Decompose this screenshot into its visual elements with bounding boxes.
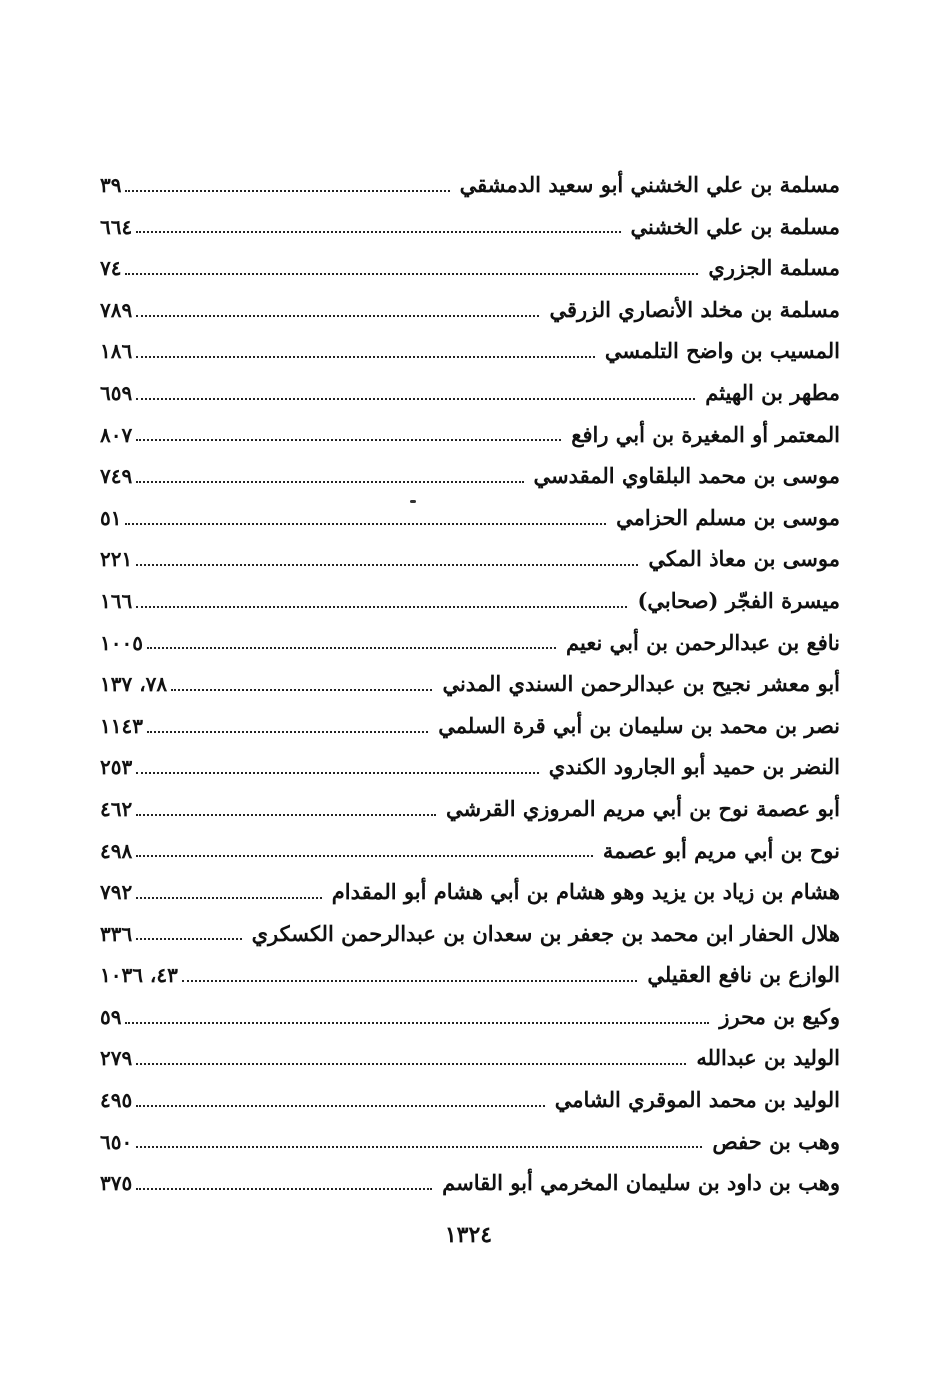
- index-entry: [100, 1162, 840, 1204]
- entry-name: نوح بن أبي مريم أبو عصمة: [602, 837, 840, 863]
- index-entry: [100, 247, 840, 289]
- index-entry: [100, 538, 840, 580]
- dot-leader: [125, 1022, 709, 1024]
- index-list: [100, 164, 840, 1204]
- entry-page-numbers: ٧٨٩: [100, 297, 133, 322]
- entry-page-numbers: ٤٦٢: [100, 796, 133, 821]
- entry-name: المعتمر أو المغيرة بن أبي رافع: [571, 421, 840, 447]
- entry-name: مسلمة بن علي الخشني أبو سعيد الدمشقي: [459, 172, 840, 197]
- index-entry: [100, 1079, 840, 1121]
- index-entry: [100, 580, 840, 622]
- entry-name: وهب بن داود بن سليمان المخرمي أبو القاسم: [442, 1170, 840, 1196]
- index-entry: [100, 871, 840, 913]
- index-entry: [100, 330, 840, 372]
- entry-page-numbers: ٧٨، ١٣٧: [100, 672, 168, 697]
- entry-page-numbers: ١٨٦: [100, 339, 133, 364]
- entry-name: الوليد بن عبدالله: [696, 1045, 840, 1071]
- dot-leader: [136, 564, 638, 566]
- index-entry: [100, 954, 840, 996]
- dot-leader: [136, 481, 523, 483]
- entry-page-numbers: ٥١: [100, 505, 122, 530]
- dot-leader: [136, 315, 539, 317]
- index-entry: [100, 913, 840, 955]
- entry-page-numbers: ٦٦٤: [100, 214, 133, 239]
- dot-leader: [136, 814, 436, 816]
- index-entry: [100, 372, 840, 414]
- dot-leader: [136, 1146, 702, 1148]
- entry-name: وهب بن حفص: [712, 1128, 840, 1154]
- dot-leader: [147, 647, 556, 649]
- entry-page-numbers: ٨٠٧: [100, 422, 133, 447]
- entry-page-numbers: ٦٥٩: [100, 380, 133, 405]
- dot-leader: [136, 1105, 544, 1107]
- dot-leader: [136, 356, 595, 358]
- entry-page-numbers: ٦٥٠: [100, 1129, 133, 1154]
- entry-name: نصر بن محمد بن سليمان بن أبي قرة السلمي: [438, 712, 840, 738]
- entry-page-numbers: ٥٩: [100, 1004, 122, 1029]
- entry-name: وكيع بن محرز: [719, 1003, 840, 1029]
- entry-page-numbers: ٢٧٩: [100, 1046, 133, 1071]
- entry-page-numbers: ٤٩٨: [100, 838, 133, 863]
- entry-name: الوليد بن محمد الموقري الشامي: [554, 1087, 840, 1113]
- index-entry: [100, 164, 840, 206]
- entry-name: هشام بن زياد بن يزيد وهو هشام بن أبي هشام أبو المقدام: [331, 879, 840, 905]
- entry-name: مسلمة بن علي الخشني: [630, 213, 840, 239]
- dot-leader: [136, 938, 241, 940]
- dot-leader: [125, 190, 449, 192]
- entry-name: المسيب بن واضح التلمسي: [604, 338, 840, 364]
- dot-leader: [136, 398, 695, 400]
- dot-leader: [136, 1063, 686, 1065]
- dot-leader: [136, 439, 561, 441]
- entry-name: هلال الحفار ابن محمد بن جعفر بن سعدان بن عبدالرحمن الكسكري: [251, 920, 840, 946]
- dot-leader: [125, 523, 606, 525]
- dot-leader: [136, 231, 620, 233]
- index-entry: [100, 663, 840, 705]
- entry-page-numbers: ٢٢١: [100, 547, 133, 572]
- entry-page-numbers: ٧٤٩: [100, 464, 133, 489]
- dot-leader: [171, 689, 432, 691]
- index-entry: [100, 206, 840, 248]
- dot-leader: [136, 897, 322, 899]
- print-speck: [410, 500, 416, 503]
- entry-page-numbers: ٢٥٣: [100, 755, 133, 780]
- index-entry: [100, 497, 840, 539]
- entry-name: نافع بن عبدالرحمن بن أبي نعيم: [566, 629, 840, 655]
- index-entry: [100, 414, 840, 456]
- entry-name: الوازع بن نافع العقيلي: [647, 962, 840, 988]
- dot-leader: [136, 772, 539, 774]
- index-entry: [100, 622, 840, 664]
- entry-name: أبو عصمة نوح بن أبي مريم المروزي القرشي: [446, 795, 840, 821]
- entry-name: موسى بن محمد البلقاوي المقدسي: [533, 463, 840, 489]
- dot-leader: [182, 980, 638, 982]
- entry-page-numbers: ١١٤٣: [100, 713, 143, 738]
- page-number: ١٣٢٤: [444, 1222, 493, 1248]
- index-entry: [100, 455, 840, 497]
- index-entry: [100, 830, 840, 872]
- entry-page-numbers: ١٦٦: [100, 588, 133, 613]
- entry-page-numbers: ٣٧٥: [100, 1171, 133, 1196]
- dot-leader: [136, 855, 593, 857]
- index-entry: [100, 746, 840, 788]
- dot-leader: [125, 273, 698, 275]
- entry-page-numbers: ٣٣٦: [100, 921, 133, 946]
- dot-leader: [136, 1188, 432, 1190]
- entry-name: مسلمة الجزري: [708, 255, 840, 281]
- index-entry: [100, 1037, 840, 1079]
- entry-page-numbers: ١٠٠٥: [100, 630, 143, 655]
- entry-page-numbers: ٤٩٥: [100, 1088, 133, 1113]
- entry-page-numbers: ٧٤: [100, 256, 122, 281]
- entry-name: مسلمة بن مخلد الأنصاري الزرقي: [549, 296, 840, 322]
- entry-name: مطهر بن الهيثم: [705, 379, 840, 405]
- entry-page-numbers: ٤٣، ١٠٣٦: [100, 963, 178, 988]
- entry-page-numbers: ٣٩: [100, 173, 122, 197]
- entry-name: ميسرة الفجّر (صحابي): [637, 587, 840, 613]
- dot-leader: [147, 731, 428, 733]
- index-entry: [100, 788, 840, 830]
- entry-name: موسى بن مسلم الحزامي: [616, 504, 840, 530]
- index-entry: [100, 996, 840, 1038]
- index-entry: [100, 705, 840, 747]
- entry-page-numbers: ٧٩٢: [100, 880, 133, 905]
- entry-name: النضر بن حميد أبو الجارود الكندي: [548, 754, 840, 780]
- entry-name: أبو معشر نجيح بن عبدالرحمن السندي المدني: [442, 671, 840, 697]
- entry-name: موسى بن معاذ المكي: [648, 546, 840, 572]
- dot-leader: [136, 606, 627, 608]
- index-entry: [100, 289, 840, 331]
- index-entry: [100, 1121, 840, 1163]
